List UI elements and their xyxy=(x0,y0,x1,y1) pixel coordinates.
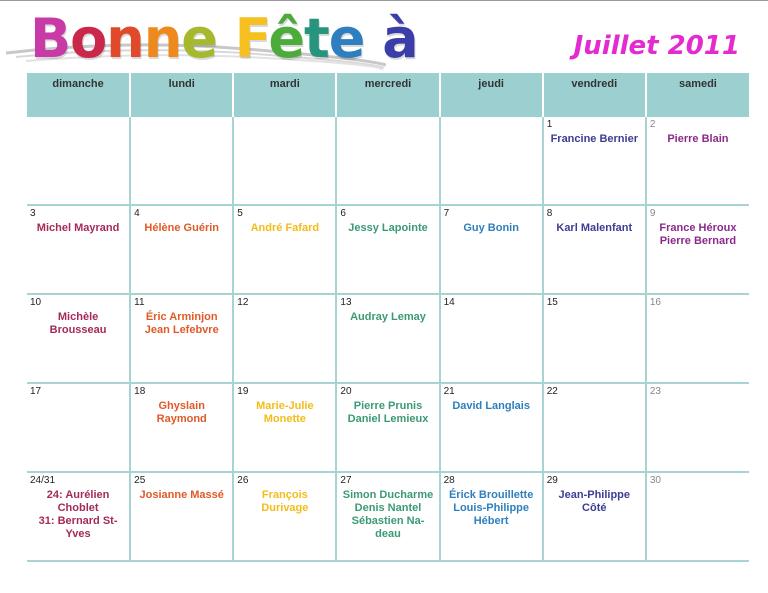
celebrant-names: Josianne Massé xyxy=(139,489,224,501)
day-number: 20 xyxy=(340,386,352,397)
day-cell xyxy=(27,472,130,561)
day-number: 5 xyxy=(237,208,243,219)
day-number: 4 xyxy=(134,208,140,219)
day-number: 28 xyxy=(443,475,455,486)
day-number: 29 xyxy=(546,475,558,486)
day-number: 24/31 xyxy=(30,475,56,486)
celebrant-names xyxy=(27,398,129,400)
calendar-week-row xyxy=(27,383,749,472)
day-number: 12 xyxy=(237,297,249,308)
celebrant-names: Pierre Blain xyxy=(667,133,729,145)
celebrant-names: Karl Malenfant xyxy=(556,222,633,234)
celebrant-names: Marie-Julie Monette xyxy=(256,400,314,425)
day-number: 19 xyxy=(237,386,249,397)
celebrant-names xyxy=(544,309,645,311)
day-number: 8 xyxy=(546,208,553,219)
day-cell xyxy=(336,205,439,294)
weekday-header-vendredi: vendredi xyxy=(543,73,646,117)
day-cell xyxy=(646,383,749,472)
day-number: 23 xyxy=(649,386,661,397)
day-cell xyxy=(440,117,543,205)
day-cell xyxy=(646,472,749,561)
weekday-header-mercredi: mercredi xyxy=(336,73,439,117)
day-cell xyxy=(130,117,233,205)
day-cell xyxy=(130,472,233,561)
day-number: 7 xyxy=(443,208,450,219)
page-title: Bonne Fête à xyxy=(30,7,418,70)
celebrant-names xyxy=(234,131,335,133)
day-cell xyxy=(130,383,233,472)
day-cell xyxy=(440,383,543,472)
day-number: 30 xyxy=(649,475,661,486)
day-cell xyxy=(646,205,749,294)
celebrant-names xyxy=(647,309,749,311)
day-cell xyxy=(646,294,749,383)
day-number: 1 xyxy=(546,119,553,130)
weekday-header-samedi: samedi xyxy=(646,73,749,117)
day-cell xyxy=(233,205,336,294)
day-cell xyxy=(646,117,749,205)
day-cell xyxy=(27,294,130,383)
celebrant-names xyxy=(647,487,749,489)
day-cell xyxy=(336,294,439,383)
celebrant-names: Hélène Guérin xyxy=(144,222,219,234)
day-cell xyxy=(336,117,439,205)
day-cell xyxy=(440,294,543,383)
celebrant-names: Simon Ducharme Denis Nantel Sébastien Na- deau xyxy=(342,489,434,540)
day-cell xyxy=(336,383,439,472)
day-number: 10 xyxy=(30,297,42,308)
celebrant-names xyxy=(337,131,438,133)
celebrant-names: David Langlais xyxy=(452,400,530,412)
calendar-week-row xyxy=(27,117,749,205)
calendar-week-row xyxy=(27,205,749,294)
celebrant-names: Audray Lemay xyxy=(350,311,426,323)
day-number: 27 xyxy=(340,475,352,486)
celebrant-names xyxy=(647,398,749,400)
day-cell xyxy=(27,205,130,294)
day-number xyxy=(27,117,129,131)
day-cell xyxy=(543,117,646,205)
day-number xyxy=(234,117,335,131)
weekday-header-jeudi: jeudi xyxy=(440,73,543,117)
celebrant-names: Érick Brouillette Louis-Philippe Hébert xyxy=(448,489,534,527)
day-cell xyxy=(543,383,646,472)
celebrant-names xyxy=(441,309,542,311)
day-number: 14 xyxy=(443,297,455,308)
page-header xyxy=(0,1,768,73)
celebrant-names xyxy=(441,131,542,133)
celebrant-names: Jean-Philippe Côté xyxy=(558,489,631,514)
calendar-week-row xyxy=(27,472,749,561)
weekday-header-row xyxy=(27,73,749,117)
day-number xyxy=(131,117,232,131)
celebrant-names: France Héroux Pierre Bernard xyxy=(659,222,737,247)
celebrant-names: François Durivage xyxy=(261,489,309,514)
day-cell xyxy=(543,472,646,561)
celebrant-names: Éric Arminjon Jean Lefebvre xyxy=(144,311,219,336)
day-cell xyxy=(543,294,646,383)
calendar-grid xyxy=(27,73,749,562)
day-number xyxy=(337,117,438,131)
day-number: 9 xyxy=(649,208,656,219)
day-cell xyxy=(543,205,646,294)
day-number: 25 xyxy=(134,475,146,486)
celebrant-names xyxy=(131,131,232,133)
day-cell xyxy=(233,383,336,472)
day-number: 13 xyxy=(340,297,352,308)
day-number: 22 xyxy=(546,386,558,397)
celebrant-names: Pierre Prunis Daniel Lemieux xyxy=(347,400,429,425)
day-number xyxy=(441,117,542,131)
day-cell xyxy=(440,472,543,561)
day-number: 17 xyxy=(30,386,42,397)
day-number: 15 xyxy=(546,297,558,308)
day-number: 16 xyxy=(649,297,661,308)
celebrant-names xyxy=(234,309,335,311)
weekday-header-dimanche: dimanche xyxy=(27,73,130,117)
celebrant-names: Michel Mayrand xyxy=(36,222,120,234)
day-cell xyxy=(233,117,336,205)
day-cell xyxy=(233,472,336,561)
day-cell xyxy=(336,472,439,561)
day-cell xyxy=(233,294,336,383)
day-cell xyxy=(130,205,233,294)
celebrant-names: André Fafard xyxy=(250,222,320,234)
weekday-header-lundi: lundi xyxy=(130,73,233,117)
weekday-header-mardi: mardi xyxy=(233,73,336,117)
day-number: 6 xyxy=(340,208,346,219)
day-number: 2 xyxy=(649,119,656,130)
day-cell xyxy=(440,205,543,294)
calendar-week-row xyxy=(27,294,749,383)
day-number: 3 xyxy=(30,208,36,219)
day-cell xyxy=(27,383,130,472)
celebrant-names: Francine Bernier xyxy=(550,133,638,145)
month-title: Juillet 2011 xyxy=(573,31,740,61)
day-cell xyxy=(27,117,130,205)
day-number: 18 xyxy=(134,386,146,397)
day-cell xyxy=(130,294,233,383)
celebrant-names xyxy=(27,131,129,133)
celebrant-names: Ghyslain Raymond xyxy=(156,400,207,425)
celebrant-names: 24: Aurélien Choblet 31: Bernard St- Yves xyxy=(38,489,118,540)
celebrant-names: Jessy Lapointe xyxy=(348,222,428,234)
day-number: 21 xyxy=(443,386,455,397)
celebrant-names: Guy Bonin xyxy=(463,222,519,234)
day-number: 11 xyxy=(134,297,145,308)
celebrant-names xyxy=(544,398,645,400)
celebrant-names: Michèle Brousseau xyxy=(49,311,107,336)
day-number: 26 xyxy=(237,475,249,486)
